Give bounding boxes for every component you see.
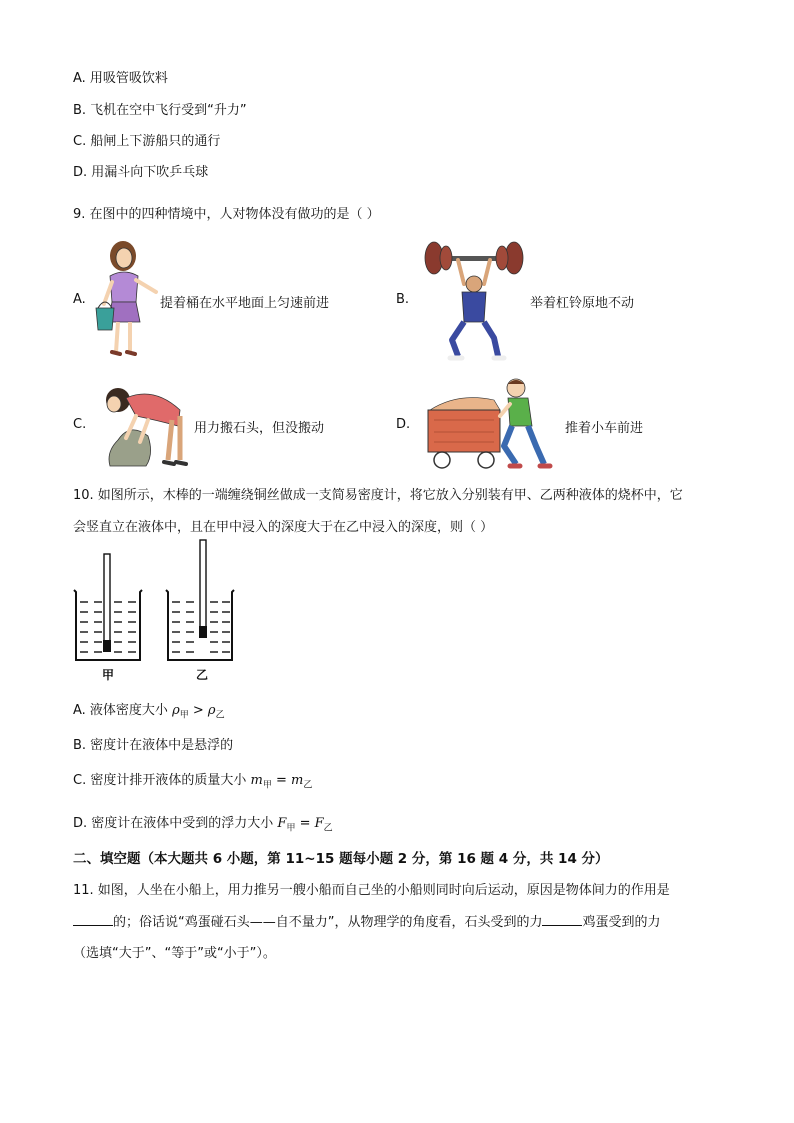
q10-option-c-prefix: C. 密度计排开液体的质量大小 <box>73 773 247 788</box>
subscript-yi: 乙 <box>323 823 333 834</box>
subscript-yi: 乙 <box>303 780 313 791</box>
q10-option-a <box>73 699 225 721</box>
q10-stem-line1: 10. 如图所示，木棒的一端缠绕铜丝做成一支简易密度计，将它放入分别装有甲、乙两种液体的烧杯中，它 <box>73 488 683 503</box>
operator-greater: > <box>188 703 208 718</box>
subscript-jia: 甲 <box>286 823 296 834</box>
q9-option-d-letter: D. <box>396 417 411 432</box>
q11-line2-text: 的；俗话说“鸡蛋碰石头——自不量力”，从物理学的角度看，石头受到的力 <box>113 915 543 930</box>
q11-line3: （选填“大于”、“等于”或“小于”）。 <box>73 946 276 961</box>
q8-option-c: C. 船闸上下游船只的通行 <box>73 134 221 149</box>
q8-option-a: A. 用吸管吸饮料 <box>73 71 168 86</box>
q11-line2 <box>73 911 661 930</box>
answer-blank-1[interactable] <box>73 913 113 926</box>
m-symbol-left: m <box>250 773 263 788</box>
f-symbol-left: F <box>277 816 287 831</box>
answer-blank-2[interactable] <box>542 913 582 926</box>
rho-symbol-left: ρ <box>172 703 180 718</box>
q8-option-d: D. 用漏斗向下吹乒乓球 <box>73 165 209 180</box>
q9-option-a-letter: A. <box>73 292 86 307</box>
q11-line1: 11. 如图，人坐在小船上，用力推另一艘小船而自己坐的小船则同时向后运动，原因是物体间力的作用是 <box>73 883 670 898</box>
q9-option-a-text: 提着桶在水平地面上匀速前进 <box>160 296 330 311</box>
q8-option-b: B. 飞机在空中飞行受到“升力” <box>73 103 247 118</box>
q10-option-d <box>73 812 333 834</box>
q10-option-d-prefix: D. 密度计在液体中受到的浮力大小 <box>73 816 274 831</box>
operator-equal: = <box>295 816 315 831</box>
weightlifter-illustration <box>418 236 530 368</box>
density-meter-beakers-diagram <box>70 540 250 680</box>
boy-pushing-cart-illustration <box>424 376 564 472</box>
beaker-right-label: 乙 <box>196 668 209 682</box>
q9-option-c-letter: C. <box>73 417 87 432</box>
girl-carrying-bucket-illustration <box>90 236 160 362</box>
q9-option-b-text: 举着杠铃原地不动 <box>530 296 635 311</box>
beaker-left-label: 甲 <box>102 668 115 682</box>
q9-option-b-letter: B. <box>396 292 410 307</box>
f-symbol-right: F <box>314 816 324 831</box>
q10-stem-line2: 会竖直立在液体中，且在甲中浸入的深度大于在乙中浸入的深度，则（ ） <box>73 520 494 535</box>
subscript-jia: 甲 <box>179 710 189 721</box>
subscript-jia: 甲 <box>262 780 272 791</box>
q9-option-c-text: 用力搬石头，但没搬动 <box>194 421 325 436</box>
m-symbol-right: m <box>291 773 304 788</box>
girl-lifting-stone-illustration <box>96 380 192 470</box>
section-2-heading: 二、填空题（本大题共 6 小题，第 11~15 题每小题 2 分，第 16 题 4 分，共 14 分） <box>73 851 609 867</box>
rho-symbol-right: ρ <box>207 703 216 718</box>
q10-option-b: B. 密度计在液体中是悬浮的 <box>73 738 234 753</box>
subscript-yi: 乙 <box>215 710 225 721</box>
q10-option-c <box>73 769 312 791</box>
operator-equal: = <box>271 773 291 788</box>
q9-stem: 9. 在图中的四种情境中，人对物体没有做功的是（ ） <box>73 207 380 222</box>
q10-option-a-prefix: A. 液体密度大小 <box>73 703 168 718</box>
q9-option-d-text: 推着小车前进 <box>565 421 644 436</box>
q11-line2-tail: 鸡蛋受到的力 <box>582 915 661 930</box>
